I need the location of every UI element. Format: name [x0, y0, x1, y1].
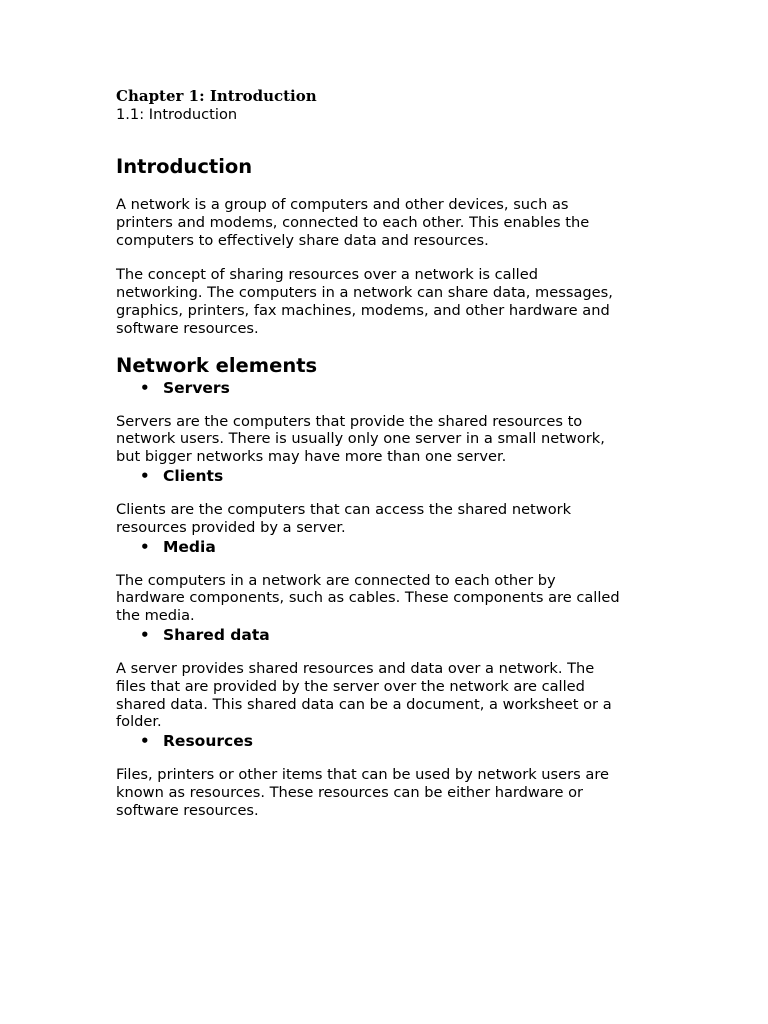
bullet-item-servers — [116, 378, 676, 398]
bullet-item-resources — [116, 731, 676, 751]
text-line: folder. — [116, 713, 162, 731]
shared-data-description — [116, 660, 676, 731]
section-number: 1.1: Introduction — [116, 106, 238, 123]
text-line: files that are provided by the server over the network are called — [116, 677, 585, 695]
chapter-title: Chapter 1: Introduction — [116, 87, 317, 105]
text-line: A network is a group of computers and other devices, such as — [116, 196, 569, 213]
intro-paragraph-2 — [116, 266, 676, 337]
bullet-icon: • — [140, 466, 150, 485]
text-line: Clients are the computers that can access the shared network — [116, 500, 572, 518]
text-line: but bigger networks may have more than one server. — [116, 448, 507, 466]
servers-description — [116, 413, 676, 466]
bullet-item-clients — [116, 466, 676, 486]
bullet-list — [116, 625, 676, 645]
text-line: software resources. — [116, 319, 259, 337]
bullet-icon: • — [140, 625, 150, 644]
resources-description — [116, 766, 676, 819]
bullet-title: Resources — [163, 732, 253, 751]
bullet-list — [116, 537, 676, 557]
bullet-icon: • — [140, 732, 150, 751]
text-line: The concept of sharing resources over a network is called — [116, 266, 538, 284]
text-line: The computers in a network are connected to each other by — [116, 571, 556, 589]
bullet-list — [116, 378, 676, 398]
bullet-title: Shared data — [163, 625, 270, 644]
text-line: shared data. This shared data can be a document, a worksheet or a — [116, 695, 612, 713]
text-line: networking. The computers in a network can share data, messages, — [116, 284, 613, 302]
text-line: the media. — [116, 607, 195, 625]
clients-description — [116, 501, 676, 537]
bullet-item-media — [116, 537, 676, 557]
text-line: software resources. — [116, 801, 259, 819]
bullet-list — [116, 466, 676, 486]
text-line: resources provided by a server. — [116, 518, 346, 536]
text-line: A server provides shared resources and data over a network. The — [116, 659, 595, 677]
text-line: Servers are the computers that provide the shared resources to — [116, 412, 583, 430]
text-line: known as resources. These resources can be either hardware or — [116, 783, 584, 801]
text-line: printers and modems, connected to each other. This enables the — [116, 213, 590, 231]
bullet-title: Media — [163, 537, 216, 556]
document-page — [116, 86, 676, 820]
network-elements-heading: Network elements — [116, 353, 318, 377]
bullet-icon: • — [140, 537, 150, 556]
bullet-list — [116, 731, 676, 751]
text-line: computers to effectively share data and resources. — [116, 231, 489, 249]
intro-paragraph-1 — [116, 196, 676, 249]
bullet-title: Clients — [163, 466, 224, 485]
text-line: Files, printers or other items that can be used by network users are — [116, 766, 609, 784]
bullet-item-shared-data — [116, 625, 676, 645]
media-description — [116, 572, 676, 625]
text-line: hardware components, such as cables. These components are called — [116, 589, 620, 607]
text-line: graphics, printers, fax machines, modems, and other hardware and — [116, 301, 610, 319]
introduction-heading: Introduction — [116, 155, 253, 178]
bullet-title: Servers — [163, 378, 230, 397]
bullet-icon: • — [140, 378, 150, 397]
text-line: network users. There is usually only one server in a small network, — [116, 430, 605, 448]
